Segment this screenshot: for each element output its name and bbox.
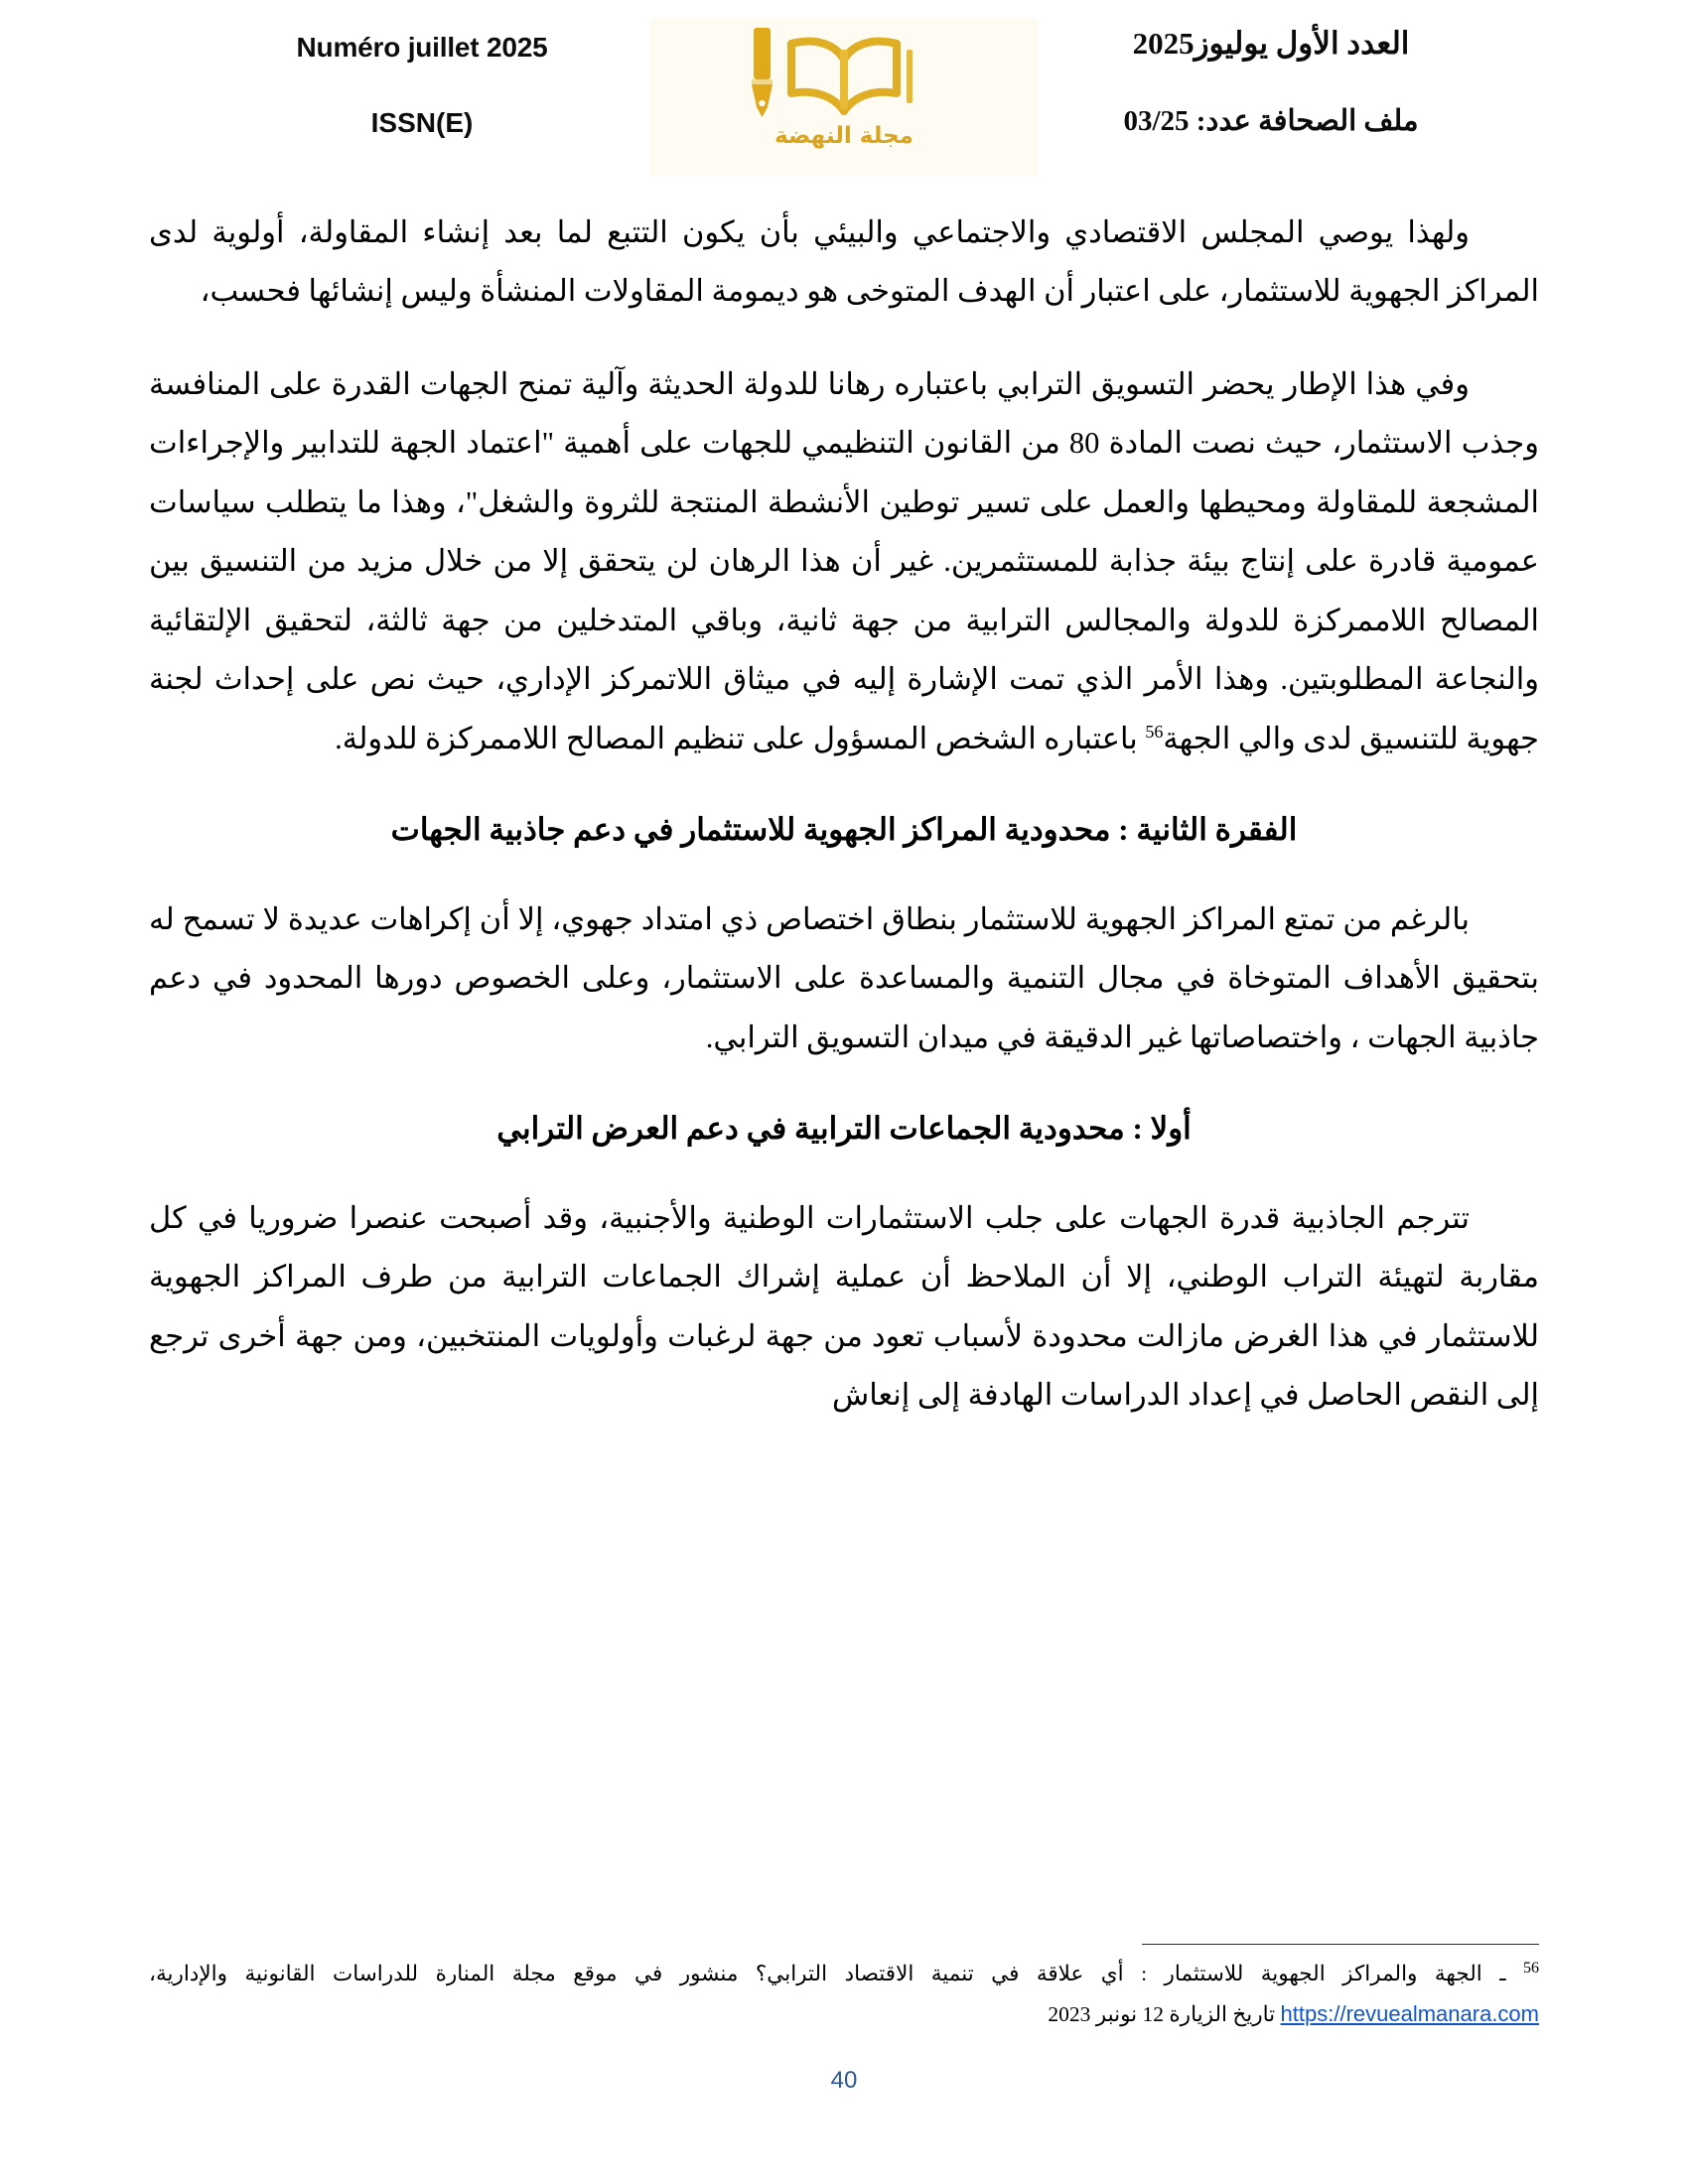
paragraph-2-text-a: وفي هذا الإطار يحضر التسويق الترابي باعتباره رهانا للدولة الحديثة وآلية تمنح الجهات القدرة على المنافسة وجذب الاستثمار، حيث نصت المادة 80 من القانون التنظيمي للجهات على أهمية "اعتماد الجهة للتدابير والإجراءات المشجعة للمقاولة ومحيطها والعمل على تسير توطين الأنشطة المنتجة للثروة والشغل"، وهذا ما يتطلب سياسات عمومية قادرة على إنتاج بيئة جذابة للمستثمرين. غير أن هذا الرهان لن يتحقق إلا من خلال مزيد من التنسيق بين المصالح اللاممركزة للدولة والمجالس الترابية من جهة ثانية، وباقي المتدخلين من جهة ثالثة، لتحقيق الإلتقائية والنجاعة المطلوبتين. وهذا الأمر الذي تمت الإشارة إليه في ميثاق اللاتمركز الإداري، حيث نص على إحداث لجنة جهوية للتنسيق لدى والي الجهة bbox=[149, 366, 1540, 755]
page-number: 40 bbox=[830, 2067, 858, 2094]
paragraph-2-text-b: باعتباره الشخص المسؤول على تنظيم المصالح اللاممركزة للدولة. bbox=[335, 721, 1146, 755]
paragraph-3: بالرغم من تمتع المراكز الجهوية للاستثمار بنطاق اختصاص ذي امتداد جهوي، إلا أن إكراهات عديدة لا تسمح له بتحقيق الأهداف المتوخاة في مجال التنمية والمساعدة على الاستثمار، وعلى الخصوص دورها المحدود في دعم جاذبية الجهات ، واختصاصاتها غير الدقيقة في ميدان التسويق الترابي. bbox=[149, 901, 1539, 1054]
section-heading-first: أولا : محدودية الجماعات الترابية في دعم العرض الترابي bbox=[496, 1111, 1192, 1147]
header-issue-number-fr: Numéro juillet 2025 bbox=[296, 32, 548, 63]
paragraph-4: تترجم الجاذبية قدرة الجهات على جلب الاستثمارات الوطنية والأجنبية، وقد أصبحت عنصرا ضروريا في كل مقاربة لتهيئة التراب الوطني، إلا أن الملاحظ أن عملية إشراك الجماعات الترابية من طرف المراكز الجهوية للاستثمار في هذا الغرض مازالت محدودة لأسباب تعود من جهة لرغبات وأولويات المنتخبين، ومن جهة أخرى ترجع إلى النقص الحاصل في إعداد الدراسات الهادفة إلى إنعاش bbox=[149, 1201, 1539, 1413]
document-body bbox=[149, 204, 1539, 1459]
journal-logo bbox=[650, 18, 1038, 177]
footnote-item-56 bbox=[149, 1955, 1539, 2035]
footnote-marker-56[interactable]: 56 bbox=[1145, 721, 1164, 742]
footnote-number: 56 bbox=[1523, 1960, 1539, 1978]
header-left-block bbox=[213, 32, 631, 139]
footnote-text-after-link: تاريخ الزيارة 12 نونبر 2023 bbox=[1048, 2002, 1281, 2027]
section-heading-paragraph-two: الفقرة الثانية : محدودية المراكز الجهوية للاستثمار في دعم جاذبية الجهات bbox=[390, 812, 1298, 848]
paragraph-2 bbox=[149, 355, 1539, 768]
header-issn-label: ISSN(E) bbox=[370, 107, 474, 138]
journal-logo-caption: مجلة النهضة bbox=[774, 123, 914, 149]
open-book-with-pen-icon bbox=[730, 20, 958, 127]
footnote-text-before-link: ـ الجهة والمراكز الجهوية للاستثمار : أي علاقة في تنمية الاقتصاد الترابي؟ منشور في موقع مجلة المنارة للدراسات القانونية والإدارية، bbox=[149, 1962, 1523, 1986]
page-header bbox=[0, 0, 1688, 199]
paragraph-1: ولهذا يوصي المجلس الاقتصادي والاجتماعي والبيئي بأن يكون التتبع لما بعد إنشاء المقاولة، أولوية لدى المراكز الجهوية للاستثمار، على اعتبار أن الهدف المتوخى هو ديمومة المقاولات المنشأة وليس إنشائها فحسب، bbox=[149, 215, 1539, 309]
footnote-url-link[interactable]: https://revuealmanara.com bbox=[1280, 2001, 1539, 2027]
footnote-separator-rule bbox=[1142, 1944, 1539, 1945]
footnote-area bbox=[149, 1944, 1539, 2035]
header-right-block bbox=[1013, 26, 1529, 138]
header-issue-number-ar: العدد الأول يوليوز2025 bbox=[1132, 26, 1410, 61]
header-press-file-number: ملف الصحافة عدد: 03/25 bbox=[1123, 105, 1419, 137]
